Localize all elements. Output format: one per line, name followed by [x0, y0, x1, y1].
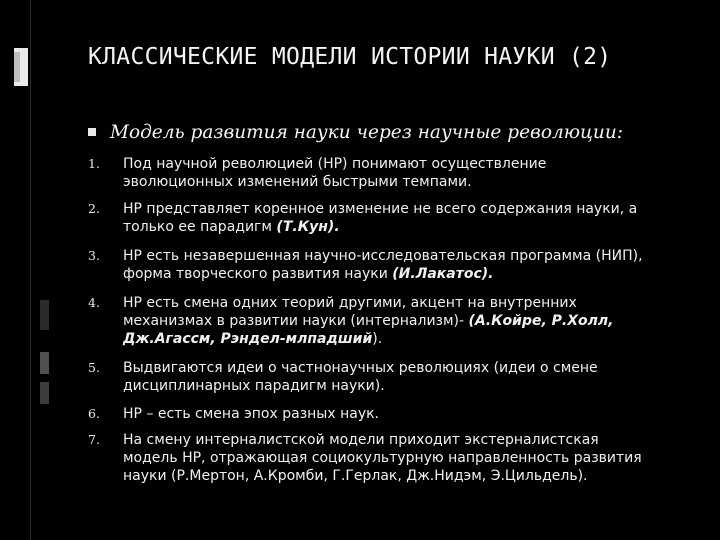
- text-line: НР – есть смена эпох разных наук.: [123, 406, 380, 422]
- text-line: Под научной революцией (НР) понимают осуществление: [123, 156, 547, 172]
- list-text: [123, 359, 683, 395]
- text-line: НР представляет коренное изменение не всего содержания науки, а: [123, 201, 638, 217]
- text-span: форма творческого развития науки: [123, 266, 393, 282]
- decorative-vertical-line: [30, 0, 31, 540]
- author-citation: (И.Лакатос).: [392, 266, 494, 282]
- text-line: дисциплинарных парадигм науки).: [123, 378, 385, 394]
- square-bullet-icon: [88, 128, 96, 136]
- text-line: [123, 312, 683, 330]
- list-number: 3.: [88, 248, 100, 263]
- decorative-square: [40, 300, 49, 330]
- decorative-square: [40, 352, 49, 374]
- author-citation: (Т.Кун).: [276, 219, 340, 235]
- text-span: механизмах в развитии науки (интернализм)-: [123, 313, 469, 329]
- heading-text: Модель развития науки через научные революции:: [110, 122, 623, 143]
- decorative-square: [40, 382, 49, 404]
- text-line: Выдвигаются идеи о частнонаучных революциях (идеи о смене: [123, 360, 598, 376]
- text-line: науки (Р.Мертон, А.Кромби, Г.Герлак, Дж.Нидэм, Э.Цильдель).: [123, 468, 588, 484]
- text-line: модель НР, отражающая социокультурную направленность развития: [123, 450, 642, 466]
- list-number: 4.: [88, 295, 100, 310]
- list-number: 2.: [88, 201, 100, 216]
- list-number: 1.: [88, 156, 100, 171]
- text-line: На смену интерналистской модели приходит экстерналистская: [123, 432, 599, 448]
- list-text: [123, 294, 683, 348]
- slide-heading: [88, 122, 708, 143]
- text-line: [123, 330, 683, 348]
- list-text: [123, 431, 683, 485]
- list-number: 7.: [88, 432, 100, 447]
- list-number: 5.: [88, 360, 100, 375]
- author-citation: (А.Койре, Р.Холл,: [468, 313, 614, 329]
- accent-bar-inner: [14, 52, 20, 82]
- text-line: НР есть незавершенная научно-исследовательская программа (НИП),: [123, 248, 643, 264]
- list-text: [123, 405, 683, 423]
- text-line: НР есть смена одних теорий другими, акцент на внутренних: [123, 295, 577, 311]
- text-span: только ее парадигм: [123, 219, 277, 235]
- text-line: [123, 218, 683, 236]
- text-line: [123, 265, 683, 283]
- text-span: ).: [372, 331, 383, 347]
- list-text: [123, 200, 683, 236]
- text-line: эволюционных изменений быстрыми темпами.: [123, 174, 472, 190]
- list-text: [123, 247, 683, 283]
- slide-title: КЛАССИЧЕСКИЕ МОДЕЛИ ИСТОРИИ НАУКИ (2): [88, 44, 612, 70]
- author-citation: Дж.Агассм, Рэндел-млпадший: [123, 331, 373, 347]
- list-text: [123, 155, 683, 191]
- list-number: 6.: [88, 406, 100, 421]
